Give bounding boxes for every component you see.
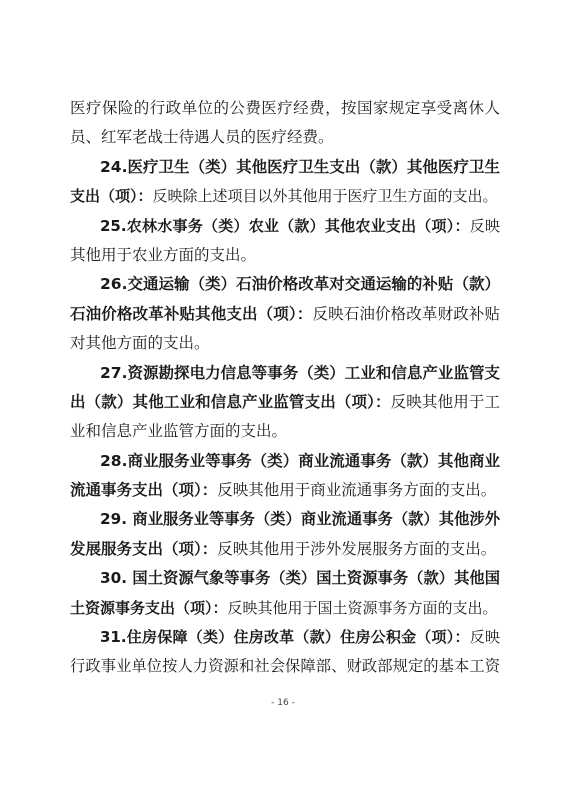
text-line: 员、红军老战士待遇人员的医疗经费。 (70, 128, 334, 147)
text-line: 土资源事务支出（项）：反映其他用于国土资源事务方面的支出。 (70, 598, 498, 617)
text-line: 27.资源勘探电力信息等事务（类）工业和信息产业监管支 (100, 363, 500, 382)
text-line: 26.交通运输（类）石油价格改革对交通运输的补贴（款） (100, 275, 500, 294)
paragraph-item-30 (70, 564, 500, 623)
text-line: 25.农林水事务（类）农业（款）其他农业支出（项）：反映 (100, 216, 500, 235)
paragraph-item-25 (70, 212, 500, 271)
text-line: 出（款）其他工业和信息产业监管支出（项）：反映其他用于工 (70, 392, 500, 411)
paragraph-item-29 (70, 505, 500, 564)
paragraph-item-28 (70, 447, 500, 506)
paragraph-item-26 (70, 270, 500, 358)
text-line: 31.住房保障（类）住房改革（款）住房公积金（项）：反映 (100, 628, 500, 647)
text-line: 石油价格改革补贴其他支出（项）：反映石油价格改革财政补贴 (70, 304, 500, 323)
text-line: 对其他方面的支出。 (70, 334, 210, 353)
paragraph-item-31 (70, 623, 500, 682)
page-number: - 16 - (271, 698, 295, 708)
text-line: 业和信息产业监管方面的支出。 (70, 422, 288, 441)
text-line: 24.医疗卫生（类）其他医疗卫生支出（款）其他医疗卫生 (100, 157, 500, 176)
text-line: 29. 商业服务业等事务（类）商业流通事务（款）其他涉外 (100, 510, 500, 529)
paragraph-item-24 (70, 153, 500, 212)
text-line: 28.商业服务业等事务（类）商业流通事务（款）其他商业 (100, 451, 500, 470)
paragraph-item-27 (70, 359, 500, 447)
text-line: 30. 国土资源气象等事务（类）国土资源事务（款）其他国 (100, 569, 500, 588)
text-line: 行政事业单位按人力资源和社会保障部、财政部规定的基本工资 (70, 657, 500, 676)
text-line: 医疗保险的行政单位的公费医疗经费，按国家规定享受离休人 (70, 99, 500, 117)
body-text (70, 94, 500, 682)
paragraph-continuation (70, 94, 500, 153)
text-line: 其他用于农业方面的支出。 (70, 245, 257, 264)
text-line: 流通事务支出（项）：反映其他用于商业流通事务方面的支出。 (70, 481, 497, 500)
text-line: 支出（项）：反映除上述项目以外其他用于医疗卫生方面的支出。 (70, 187, 498, 206)
text-line: 发展服务支出（项）：反映其他用于涉外发展服务方面的支出。 (70, 539, 497, 558)
